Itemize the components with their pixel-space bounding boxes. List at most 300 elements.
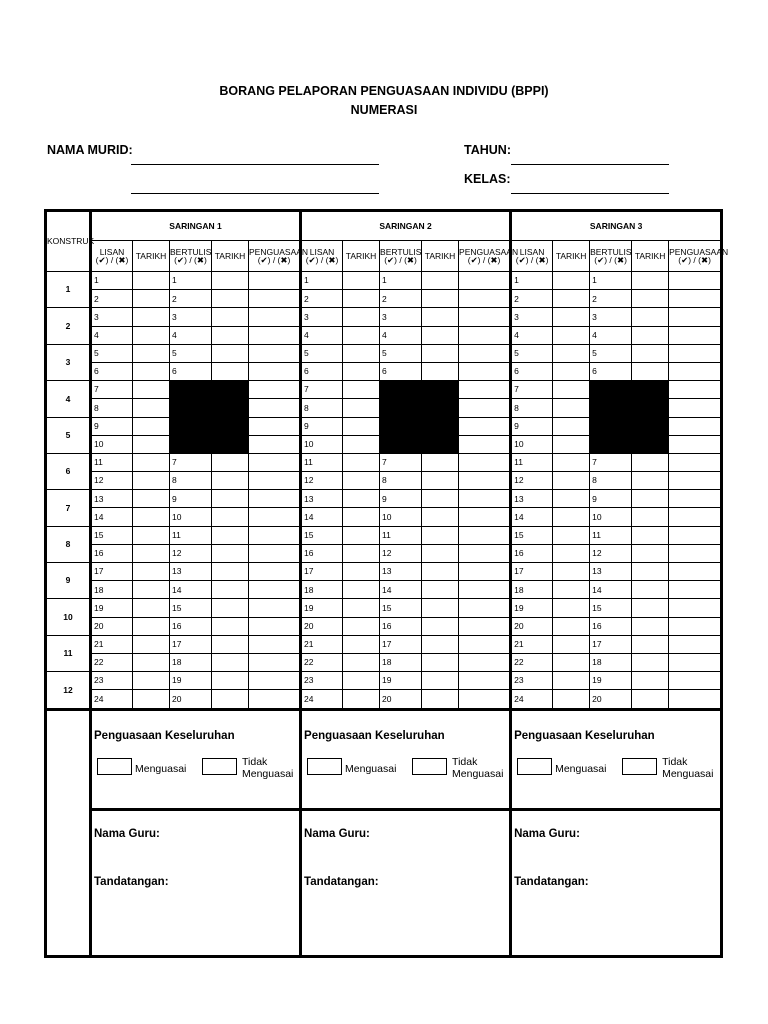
s2-bertulis-15: 11 bbox=[380, 526, 422, 544]
s3-lisan-4: 4 bbox=[511, 326, 553, 344]
s3-bertulis-5: 5 bbox=[590, 344, 632, 362]
s3-penguasaan-cell[interactable] bbox=[669, 290, 722, 308]
s3-tarikh-lisan-cell[interactable] bbox=[553, 381, 590, 399]
s3-penguasaan-cell[interactable] bbox=[669, 272, 722, 290]
s2-col-tarikh-lisan-header: TARIKH bbox=[343, 241, 380, 272]
s1-lisan-22: 22 bbox=[91, 653, 133, 671]
s2-tarikh-bertulis-cell[interactable] bbox=[422, 544, 459, 562]
s1-tarikh-lisan-cell[interactable] bbox=[133, 672, 170, 690]
s2-tarikh-lisan-cell[interactable] bbox=[343, 563, 380, 581]
konstruk-header: KONSTRUK bbox=[46, 211, 91, 272]
s1-bertulis-3: 3 bbox=[170, 308, 212, 326]
s2-tarikh-bertulis-cell[interactable] bbox=[422, 508, 459, 526]
s1-tarikh-lisan-cell[interactable] bbox=[133, 272, 170, 290]
s3-tarikh-lisan-cell[interactable] bbox=[553, 599, 590, 617]
s2-lisan-1: 1 bbox=[301, 272, 343, 290]
s1-tarikh-bertulis-cell[interactable] bbox=[212, 653, 249, 671]
s2-penguasaan-cell[interactable] bbox=[459, 290, 511, 308]
s1-tarikh-lisan-cell[interactable] bbox=[133, 563, 170, 581]
s2-lisan-7: 7 bbox=[301, 381, 343, 399]
s1-bertulis-24: 20 bbox=[170, 690, 212, 709]
s1-tarikh-lisan-cell[interactable] bbox=[133, 435, 170, 453]
s1-penguasaan-cell[interactable] bbox=[249, 381, 301, 399]
s1-tarikh-lisan-cell[interactable] bbox=[133, 399, 170, 417]
s3-penguasaan-cell[interactable] bbox=[669, 526, 722, 544]
s2-penguasaan-cell[interactable] bbox=[459, 690, 511, 709]
s3-tarikh-lisan-cell[interactable] bbox=[553, 581, 590, 599]
s2-penguasaan-cell[interactable] bbox=[459, 344, 511, 362]
s1-penguasaan-cell[interactable] bbox=[249, 344, 301, 362]
s1-penguasaan-cell[interactable] bbox=[249, 417, 301, 435]
s3-tarikh-lisan-cell[interactable] bbox=[553, 526, 590, 544]
s3-tarikh-lisan-cell[interactable] bbox=[553, 690, 590, 709]
s1-tarikh-lisan-cell[interactable] bbox=[133, 635, 170, 653]
s3-tarikh-bertulis-cell[interactable] bbox=[632, 490, 669, 508]
s3-tarikh-bertulis-cell[interactable] bbox=[632, 690, 669, 709]
s1-tarikh-lisan-cell[interactable] bbox=[133, 326, 170, 344]
s3-tarikh-bertulis-cell[interactable] bbox=[632, 581, 669, 599]
s1-penguasaan-cell[interactable] bbox=[249, 581, 301, 599]
s2-tarikh-bertulis-cell[interactable] bbox=[422, 617, 459, 635]
s3-tarikh-lisan-cell[interactable] bbox=[553, 508, 590, 526]
s1-tarikh-lisan-cell[interactable] bbox=[133, 472, 170, 490]
s1-lisan-6: 6 bbox=[91, 362, 133, 380]
s1-tarikh-lisan-cell[interactable] bbox=[133, 581, 170, 599]
konstruk-6: 6 bbox=[46, 453, 91, 489]
s1-penguasaan-cell[interactable] bbox=[249, 290, 301, 308]
s1-penguasaan-cell[interactable] bbox=[249, 544, 301, 562]
s2-tarikh-bertulis-cell[interactable] bbox=[422, 490, 459, 508]
s1-bertulis-18: 14 bbox=[170, 581, 212, 599]
s3-penguasaan-cell[interactable] bbox=[669, 635, 722, 653]
s3-bertulis-21: 17 bbox=[590, 635, 632, 653]
s1-tarikh-bertulis-cell[interactable] bbox=[212, 635, 249, 653]
s3-tarikh-bertulis-cell[interactable] bbox=[632, 599, 669, 617]
s1-tarikh-lisan-cell[interactable] bbox=[133, 526, 170, 544]
s3-tarikh-bertulis-cell[interactable] bbox=[632, 635, 669, 653]
s3-tarikh-bertulis-cell[interactable] bbox=[632, 308, 669, 326]
s3-penguasaan-cell[interactable] bbox=[669, 344, 722, 362]
s1-bertulis-23: 19 bbox=[170, 672, 212, 690]
s1-lisan-15: 15 bbox=[91, 526, 133, 544]
s3-tarikh-lisan-cell[interactable] bbox=[553, 344, 590, 362]
s1-penguasaan-cell[interactable] bbox=[249, 326, 301, 344]
konstruk-3: 3 bbox=[46, 344, 91, 380]
s2-tarikh-lisan-cell[interactable] bbox=[343, 508, 380, 526]
s1-lisan-23: 23 bbox=[91, 672, 133, 690]
s3-tarikh-bertulis-cell[interactable] bbox=[632, 563, 669, 581]
konstruk-10: 10 bbox=[46, 599, 91, 635]
s2-tarikh-lisan-cell[interactable] bbox=[343, 672, 380, 690]
s3-penguasaan-cell[interactable] bbox=[669, 326, 722, 344]
s3-tarikh-lisan-cell[interactable] bbox=[553, 672, 590, 690]
s3-tarikh-lisan-cell[interactable] bbox=[553, 435, 590, 453]
s1-tarikh-lisan-cell[interactable] bbox=[133, 617, 170, 635]
s1-bertulis-4: 4 bbox=[170, 326, 212, 344]
s1-tarikh-bertulis-cell[interactable] bbox=[212, 326, 249, 344]
s2-bertulis-19: 15 bbox=[380, 599, 422, 617]
s2-tarikh-lisan-cell[interactable] bbox=[343, 290, 380, 308]
s3-tarikh-bertulis-cell[interactable] bbox=[632, 653, 669, 671]
s2-bertulis-1: 1 bbox=[380, 272, 422, 290]
menguasai-checkbox[interactable] bbox=[517, 758, 552, 775]
s3-penguasaan-cell[interactable] bbox=[669, 508, 722, 526]
s1-tarikh-bertulis-cell[interactable] bbox=[212, 599, 249, 617]
s3-tarikh-lisan-cell[interactable] bbox=[553, 308, 590, 326]
s3-tarikh-bertulis-cell[interactable] bbox=[632, 672, 669, 690]
s3-lisan-15: 15 bbox=[511, 526, 553, 544]
s2-tarikh-lisan-cell[interactable] bbox=[343, 435, 380, 453]
s2-penguasaan-cell[interactable] bbox=[459, 399, 511, 417]
s2-penguasaan-cell[interactable] bbox=[459, 490, 511, 508]
s2-col-bertulis-header: BERTULIS (✔) / (✖) bbox=[380, 241, 422, 272]
s3-bertulis-1: 1 bbox=[590, 272, 632, 290]
s1-tarikh-lisan-cell[interactable] bbox=[133, 690, 170, 709]
s2-tarikh-bertulis-cell[interactable] bbox=[422, 581, 459, 599]
s3-tarikh-bertulis-cell[interactable] bbox=[632, 453, 669, 471]
s1-tarikh-lisan-cell[interactable] bbox=[133, 653, 170, 671]
s1-tarikh-bertulis-cell[interactable] bbox=[212, 344, 249, 362]
s2-tarikh-bertulis-cell[interactable] bbox=[422, 635, 459, 653]
s2-bertulis-13: 9 bbox=[380, 490, 422, 508]
s1-tarikh-bertulis-cell[interactable] bbox=[212, 453, 249, 471]
s3-tarikh-lisan-cell[interactable] bbox=[553, 453, 590, 471]
s2-bertulis-2: 2 bbox=[380, 290, 422, 308]
s2-bertulis-24: 20 bbox=[380, 690, 422, 709]
s1-penguasaan-cell[interactable] bbox=[249, 490, 301, 508]
s3-lisan-20: 20 bbox=[511, 617, 553, 635]
s2-penguasaan-cell[interactable] bbox=[459, 326, 511, 344]
s1-penguasaan-cell[interactable] bbox=[249, 599, 301, 617]
s2-tarikh-bertulis-cell[interactable] bbox=[422, 326, 459, 344]
s3-penguasaan-cell[interactable] bbox=[669, 617, 722, 635]
s3-penguasaan-cell[interactable] bbox=[669, 308, 722, 326]
s3-tarikh-lisan-cell[interactable] bbox=[553, 326, 590, 344]
s1-tarikh-lisan-cell[interactable] bbox=[133, 544, 170, 562]
tidak-menguasai-checkbox[interactable] bbox=[622, 758, 657, 775]
s3-penguasaan-cell[interactable] bbox=[669, 690, 722, 709]
s3-penguasaan-cell[interactable] bbox=[669, 672, 722, 690]
s1-penguasaan-cell[interactable] bbox=[249, 435, 301, 453]
s3-tarikh-bertulis-cell[interactable] bbox=[632, 362, 669, 380]
s3-tarikh-lisan-cell[interactable] bbox=[553, 472, 590, 490]
s1-bertulis-2: 2 bbox=[170, 290, 212, 308]
s2-tarikh-lisan-cell[interactable] bbox=[343, 690, 380, 709]
s1-penguasaan-cell[interactable] bbox=[249, 508, 301, 526]
s2-blocked-area bbox=[380, 381, 459, 454]
s1-penguasaan-cell[interactable] bbox=[249, 617, 301, 635]
s1-tarikh-lisan-cell[interactable] bbox=[133, 381, 170, 399]
s2-penguasaan-cell[interactable] bbox=[459, 453, 511, 471]
s2-tarikh-lisan-cell[interactable] bbox=[343, 490, 380, 508]
footer-konstruk-blank bbox=[46, 709, 91, 956]
s3-tarikh-bertulis-cell[interactable] bbox=[632, 344, 669, 362]
s3-lisan-11: 11 bbox=[511, 453, 553, 471]
s3-tarikh-lisan-cell[interactable] bbox=[553, 653, 590, 671]
s1-tarikh-lisan-cell[interactable] bbox=[133, 453, 170, 471]
s2-penguasaan-cell[interactable] bbox=[459, 653, 511, 671]
s3-penguasaan-cell[interactable] bbox=[669, 563, 722, 581]
s1-lisan-14: 14 bbox=[91, 508, 133, 526]
s3-lisan-8: 8 bbox=[511, 399, 553, 417]
s1-tarikh-lisan-cell[interactable] bbox=[133, 508, 170, 526]
s2-lisan-8: 8 bbox=[301, 399, 343, 417]
s2-penguasaan-cell[interactable] bbox=[459, 672, 511, 690]
s3-bertulis-14: 10 bbox=[590, 508, 632, 526]
s2-tarikh-bertulis-cell[interactable] bbox=[422, 690, 459, 709]
s1-tarikh-bertulis-cell[interactable] bbox=[212, 617, 249, 635]
s2-tarikh-lisan-cell[interactable] bbox=[343, 544, 380, 562]
s1-penguasaan-cell[interactable] bbox=[249, 472, 301, 490]
s1-penguasaan-cell[interactable] bbox=[249, 453, 301, 471]
s1-penguasaan-cell[interactable] bbox=[249, 563, 301, 581]
s2-tarikh-bertulis-cell[interactable] bbox=[422, 272, 459, 290]
s2-tarikh-bertulis-cell[interactable] bbox=[422, 563, 459, 581]
s3-tarikh-bertulis-cell[interactable] bbox=[632, 472, 669, 490]
s2-tarikh-lisan-cell[interactable] bbox=[343, 635, 380, 653]
nama-murid-line-1[interactable] bbox=[131, 164, 379, 165]
s2-tarikh-bertulis-cell[interactable] bbox=[422, 308, 459, 326]
s2-bertulis-12: 8 bbox=[380, 472, 422, 490]
s2-lisan-15: 15 bbox=[301, 526, 343, 544]
s1-tarikh-lisan-cell[interactable] bbox=[133, 290, 170, 308]
s1-col-lisan-header: LISAN (✔) / (✖) bbox=[91, 241, 133, 272]
kelas-line[interactable] bbox=[511, 193, 669, 194]
s1-bertulis-11: 7 bbox=[170, 453, 212, 471]
s3-tarikh-lisan-cell[interactable] bbox=[553, 617, 590, 635]
s3-tarikh-lisan-cell[interactable] bbox=[553, 544, 590, 562]
s1-tarikh-lisan-cell[interactable] bbox=[133, 490, 170, 508]
menguasai-label: Menguasai bbox=[345, 762, 397, 775]
s3-penguasaan-cell[interactable] bbox=[669, 581, 722, 599]
s3-bertulis-17: 13 bbox=[590, 563, 632, 581]
s2-tarikh-lisan-cell[interactable] bbox=[343, 272, 380, 290]
s2-penguasaan-cell[interactable] bbox=[459, 362, 511, 380]
s3-tarikh-bertulis-cell[interactable] bbox=[632, 290, 669, 308]
s1-tarikh-bertulis-cell[interactable] bbox=[212, 690, 249, 709]
s2-tarikh-lisan-cell[interactable] bbox=[343, 653, 380, 671]
s3-penguasaan-cell[interactable] bbox=[669, 381, 722, 399]
s3-penguasaan-cell[interactable] bbox=[669, 490, 722, 508]
s3-tarikh-bertulis-cell[interactable] bbox=[632, 272, 669, 290]
s1-tarikh-bertulis-cell[interactable] bbox=[212, 563, 249, 581]
s3-lisan-9: 9 bbox=[511, 417, 553, 435]
s3-tarikh-bertulis-cell[interactable] bbox=[632, 508, 669, 526]
s3-penguasaan-cell[interactable] bbox=[669, 362, 722, 380]
s1-bertulis-17: 13 bbox=[170, 563, 212, 581]
s1-lisan-18: 18 bbox=[91, 581, 133, 599]
s1-tarikh-lisan-cell[interactable] bbox=[133, 308, 170, 326]
s2-tarikh-bertulis-cell[interactable] bbox=[422, 653, 459, 671]
menguasai-checkbox[interactable] bbox=[97, 758, 132, 775]
s2-penguasaan-cell[interactable] bbox=[459, 563, 511, 581]
s1-tarikh-bertulis-cell[interactable] bbox=[212, 526, 249, 544]
s3-tarikh-bertulis-cell[interactable] bbox=[632, 526, 669, 544]
s1-tarikh-lisan-cell[interactable] bbox=[133, 417, 170, 435]
s2-lisan-10: 10 bbox=[301, 435, 343, 453]
s3-bertulis-24: 20 bbox=[590, 690, 632, 709]
tidak-menguasai-label: Tidak Menguasai bbox=[452, 755, 504, 780]
s3-tarikh-bertulis-cell[interactable] bbox=[632, 617, 669, 635]
s3-bertulis-19: 15 bbox=[590, 599, 632, 617]
s1-penguasaan-cell[interactable] bbox=[249, 653, 301, 671]
tahun-line[interactable] bbox=[511, 164, 669, 165]
s3-col-penguasaan-header: PENGUASAAN (✔) / (✖) bbox=[669, 241, 722, 272]
tidak-menguasai-checkbox[interactable] bbox=[202, 758, 237, 775]
s3-penguasaan-cell[interactable] bbox=[669, 453, 722, 471]
s2-bertulis-6: 6 bbox=[380, 362, 422, 380]
s3-lisan-1: 1 bbox=[511, 272, 553, 290]
s2-tarikh-lisan-cell[interactable] bbox=[343, 326, 380, 344]
s3-penguasaan-cell[interactable] bbox=[669, 472, 722, 490]
s1-col-tarikh-lisan-header: TARIKH bbox=[133, 241, 170, 272]
s1-penguasaan-cell[interactable] bbox=[249, 399, 301, 417]
s3-penguasaan-cell[interactable] bbox=[669, 653, 722, 671]
s2-tarikh-bertulis-cell[interactable] bbox=[422, 526, 459, 544]
s1-bertulis-5: 5 bbox=[170, 344, 212, 362]
s1-penguasaan-cell[interactable] bbox=[249, 272, 301, 290]
s1-lisan-5: 5 bbox=[91, 344, 133, 362]
s2-penguasaan-cell[interactable] bbox=[459, 635, 511, 653]
s2-penguasaan-cell[interactable] bbox=[459, 599, 511, 617]
s1-tarikh-bertulis-cell[interactable] bbox=[212, 308, 249, 326]
s1-penguasaan-cell[interactable] bbox=[249, 635, 301, 653]
s3-penguasaan-cell[interactable] bbox=[669, 399, 722, 417]
s3-guru-section bbox=[511, 809, 722, 956]
s2-penguasaan-cell[interactable] bbox=[459, 381, 511, 399]
s1-tarikh-bertulis-cell[interactable] bbox=[212, 472, 249, 490]
s1-penguasaan-cell[interactable] bbox=[249, 308, 301, 326]
s3-tarikh-lisan-cell[interactable] bbox=[553, 272, 590, 290]
s1-lisan-8: 8 bbox=[91, 399, 133, 417]
s2-penguasaan-cell[interactable] bbox=[459, 508, 511, 526]
nama-guru-label: Nama Guru: bbox=[94, 827, 160, 840]
s2-tarikh-lisan-cell[interactable] bbox=[343, 599, 380, 617]
tidak-menguasai-checkbox[interactable] bbox=[412, 758, 447, 775]
s1-bertulis-22: 18 bbox=[170, 653, 212, 671]
s1-penguasaan-cell[interactable] bbox=[249, 362, 301, 380]
s2-penguasaan-cell[interactable] bbox=[459, 526, 511, 544]
s1-lisan-12: 12 bbox=[91, 472, 133, 490]
s1-bertulis-1: 1 bbox=[170, 272, 212, 290]
menguasai-checkbox[interactable] bbox=[307, 758, 342, 775]
s2-tarikh-lisan-cell[interactable] bbox=[343, 617, 380, 635]
s3-tarikh-lisan-cell[interactable] bbox=[553, 399, 590, 417]
s2-lisan-6: 6 bbox=[301, 362, 343, 380]
s2-tarikh-lisan-cell[interactable] bbox=[343, 344, 380, 362]
s2-penguasaan-cell[interactable] bbox=[459, 308, 511, 326]
s1-tarikh-lisan-cell[interactable] bbox=[133, 599, 170, 617]
s2-tarikh-lisan-cell[interactable] bbox=[343, 308, 380, 326]
s3-tarikh-lisan-cell[interactable] bbox=[553, 490, 590, 508]
s2-tarikh-bertulis-cell[interactable] bbox=[422, 344, 459, 362]
s3-bertulis-22: 18 bbox=[590, 653, 632, 671]
konstruk-7: 7 bbox=[46, 490, 91, 526]
s2-penguasaan-cell[interactable] bbox=[459, 472, 511, 490]
s1-tarikh-bertulis-cell[interactable] bbox=[212, 362, 249, 380]
s1-lisan-24: 24 bbox=[91, 690, 133, 709]
s2-guru-section bbox=[301, 809, 511, 956]
s2-lisan-21: 21 bbox=[301, 635, 343, 653]
s3-lisan-6: 6 bbox=[511, 362, 553, 380]
s2-tarikh-lisan-cell[interactable] bbox=[343, 581, 380, 599]
s2-penguasaan-cell[interactable] bbox=[459, 581, 511, 599]
s2-tarikh-lisan-cell[interactable] bbox=[343, 417, 380, 435]
s3-tarikh-lisan-cell[interactable] bbox=[553, 563, 590, 581]
s1-tarikh-lisan-cell[interactable] bbox=[133, 362, 170, 380]
s1-lisan-21: 21 bbox=[91, 635, 133, 653]
s2-tarikh-lisan-cell[interactable] bbox=[343, 381, 380, 399]
s3-penguasaan-cell[interactable] bbox=[669, 544, 722, 562]
s3-tarikh-lisan-cell[interactable] bbox=[553, 635, 590, 653]
s1-penguasaan-cell[interactable] bbox=[249, 526, 301, 544]
s1-tarikh-bertulis-cell[interactable] bbox=[212, 508, 249, 526]
s2-tarikh-lisan-cell[interactable] bbox=[343, 472, 380, 490]
s1-tarikh-bertulis-cell[interactable] bbox=[212, 672, 249, 690]
nama-guru-label: Nama Guru: bbox=[304, 827, 370, 840]
s3-col-lisan-header: LISAN (✔) / (✖) bbox=[511, 241, 553, 272]
s2-penguasaan-cell[interactable] bbox=[459, 435, 511, 453]
s2-col-tarikh-bertulis-header: TARIKH bbox=[422, 241, 459, 272]
s1-bertulis-6: 6 bbox=[170, 362, 212, 380]
konstruk-2: 2 bbox=[46, 308, 91, 344]
s3-bertulis-12: 8 bbox=[590, 472, 632, 490]
s3-penguasaan-cell[interactable] bbox=[669, 417, 722, 435]
s2-tarikh-bertulis-cell[interactable] bbox=[422, 290, 459, 308]
s2-penguasaan-cell[interactable] bbox=[459, 417, 511, 435]
s1-bertulis-15: 11 bbox=[170, 526, 212, 544]
s1-tarikh-bertulis-cell[interactable] bbox=[212, 272, 249, 290]
s2-tarikh-lisan-cell[interactable] bbox=[343, 399, 380, 417]
s2-penguasaan-cell[interactable] bbox=[459, 617, 511, 635]
s3-tarikh-lisan-cell[interactable] bbox=[553, 417, 590, 435]
s2-lisan-9: 9 bbox=[301, 417, 343, 435]
s3-penguasaan-cell[interactable] bbox=[669, 599, 722, 617]
s2-lisan-20: 20 bbox=[301, 617, 343, 635]
s2-tarikh-lisan-cell[interactable] bbox=[343, 453, 380, 471]
s1-tarikh-bertulis-cell[interactable] bbox=[212, 544, 249, 562]
s2-bertulis-21: 17 bbox=[380, 635, 422, 653]
s2-tarikh-lisan-cell[interactable] bbox=[343, 362, 380, 380]
bppi-table bbox=[44, 209, 729, 958]
s2-penguasaan-cell[interactable] bbox=[459, 544, 511, 562]
s1-penguasaan-cell[interactable] bbox=[249, 690, 301, 709]
s3-tarikh-bertulis-cell[interactable] bbox=[632, 326, 669, 344]
s2-tarikh-bertulis-cell[interactable] bbox=[422, 599, 459, 617]
s1-tarikh-bertulis-cell[interactable] bbox=[212, 290, 249, 308]
s2-col-lisan-header: LISAN (✔) / (✖) bbox=[301, 241, 343, 272]
s3-bertulis-13: 9 bbox=[590, 490, 632, 508]
s1-penguasaan-cell[interactable] bbox=[249, 672, 301, 690]
s2-lisan-12: 12 bbox=[301, 472, 343, 490]
s2-tarikh-bertulis-cell[interactable] bbox=[422, 453, 459, 471]
s2-tarikh-lisan-cell[interactable] bbox=[343, 526, 380, 544]
s2-tarikh-bertulis-cell[interactable] bbox=[422, 362, 459, 380]
s1-lisan-10: 10 bbox=[91, 435, 133, 453]
s2-tarikh-bertulis-cell[interactable] bbox=[422, 672, 459, 690]
s1-tarikh-lisan-cell[interactable] bbox=[133, 344, 170, 362]
konstruk-11: 11 bbox=[46, 635, 91, 671]
s3-tarikh-lisan-cell[interactable] bbox=[553, 290, 590, 308]
s1-tarikh-bertulis-cell[interactable] bbox=[212, 581, 249, 599]
s3-tarikh-lisan-cell[interactable] bbox=[553, 362, 590, 380]
s2-tarikh-bertulis-cell[interactable] bbox=[422, 472, 459, 490]
s1-tarikh-bertulis-cell[interactable] bbox=[212, 490, 249, 508]
nama-murid-line-2[interactable] bbox=[131, 193, 379, 194]
s2-penguasaan-cell[interactable] bbox=[459, 272, 511, 290]
s3-penguasaan-cell[interactable] bbox=[669, 435, 722, 453]
s3-tarikh-bertulis-cell[interactable] bbox=[632, 544, 669, 562]
